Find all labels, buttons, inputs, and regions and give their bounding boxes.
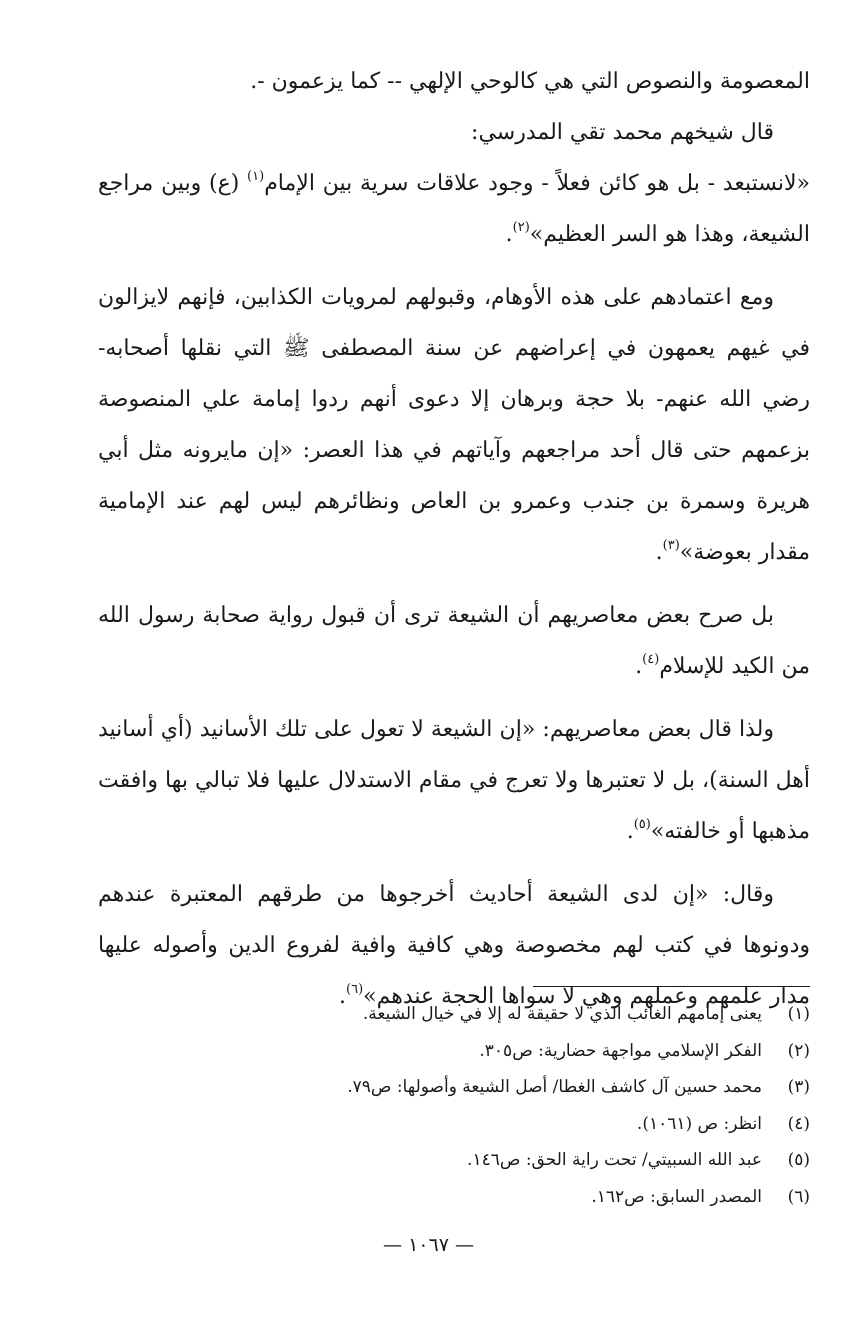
paragraph-2 — [98, 107, 810, 158]
paragraph-1 — [98, 56, 810, 107]
footnote-ref-6[interactable]: (٦) — [346, 982, 364, 997]
footnote-ref-3[interactable]: (٣) — [662, 538, 680, 553]
paragraph-3 — [98, 158, 810, 260]
paragraph-2-text: قال شيخهم محمد تقي المدرسي: — [471, 120, 774, 145]
paragraph-7-text: وقال: «إن لدى الشيعة أحاديث أخرجوها من طرقهم المعتبرة عندهم ودونوها في كتب لهم مخصوصة وهي كافية وافية لفروع الدين وأصوله عليها مدار علمهم وعملهم وهي لا سواها الحجة عندهم» — [98, 882, 810, 1009]
body-text — [98, 56, 810, 1022]
footnote-text: المصدر السابق: ص١٦٢. — [591, 1186, 762, 1207]
footnote-ref-2[interactable]: (٢) — [512, 220, 530, 235]
footnote-number: (٦) — [787, 1186, 810, 1207]
footnote-number: (٤) — [787, 1113, 810, 1134]
footnote-6 — [98, 1179, 810, 1216]
footnote-4 — [98, 1106, 810, 1143]
footnote-number: (٢) — [787, 1040, 810, 1061]
footnote-5 — [98, 1142, 810, 1179]
paragraph-6 — [98, 704, 810, 857]
footnote-number: (١) — [787, 1004, 810, 1024]
footnote-ref-1[interactable]: (١) — [247, 169, 265, 184]
paragraph-3-text-b: (ع) وبين مراجع الشيعة، وهذا هو السر العظيم» — [98, 171, 810, 247]
paragraph-5-end: . — [635, 654, 643, 679]
paragraph-4-end: . — [655, 540, 663, 565]
footnote-ref-5[interactable]: (٥) — [633, 817, 651, 832]
footnote-2 — [98, 1033, 810, 1070]
paragraph-6-end: . — [626, 819, 634, 844]
footnote-number: (٥) — [787, 1150, 810, 1170]
page-number: — ١٠٦٧ — — [383, 1234, 474, 1256]
footnote-text: يعنى إمامهم الغائب الذي لا حقيقة له إلا في خيال الشيعة. — [362, 1004, 762, 1024]
paragraph-3-text-a: «لانستبعد - بل هو كائن فعلاً - وجود علاقات سرية بين الإمام — [264, 171, 810, 196]
paragraph-4-text: ومع اعتمادهم على هذه الأوهام، وقبولهم لمرويات الكذابين، فإنهم لايزالون في غيهم يعمهون في إعراضهم عن سنة المصطفى ﷺ التي نقلها أصحابه- رضي الله عنهم- بلا حجة وبرهان إلا دعوى أنهم ردوا إمامة علي المنصوصة بزعمهم حتى قال أحد مراجعهم وآياتهم في هذا العصر: «إن مايرونه مثل أبي هريرة وسمرة بن جندب وعمرو بن العاص ونظائرهم ليس لهم عند الإمامية مقدار بعوضة» — [98, 285, 810, 565]
footnote-1 — [98, 996, 810, 1033]
footnote-ref-4[interactable]: (٤) — [642, 652, 660, 667]
footnotes — [98, 996, 810, 1215]
paragraph-3-end: . — [505, 222, 513, 247]
paragraph-5-text: بل صرح بعض معاصريهم أن الشيعة ترى أن قبول رواية صحابة رسول الله من الكيد للإسلام — [98, 603, 810, 679]
footnote-3 — [98, 1069, 810, 1106]
footnote-text: انظر: ص (١٠٦١). — [636, 1113, 762, 1134]
footnote-number: (٣) — [787, 1077, 810, 1097]
paragraph-7-end: . — [339, 984, 347, 1009]
footnote-text: عبد الله السبيتي/ تحت راية الحق: ص١٤٦. — [467, 1150, 762, 1170]
paragraph-5 — [98, 590, 810, 692]
footnote-text: محمد حسين آل كاشف الغطا/ أصل الشيعة وأصولها: ص٧٩. — [347, 1077, 762, 1097]
footnote-text: الفكر الإسلامي مواجهة حضارية: ص٣٠٥. — [479, 1040, 762, 1061]
paragraph-4 — [98, 272, 810, 578]
footnote-divider — [533, 986, 810, 987]
paragraph-6-text: ولذا قال بعض معاصريهم: «إن الشيعة لا تعول على تلك الأسانيد (أي أسانيد أهل السنة)، بل لا تعتبرها ولا تعرج في مقام الاستدلال عليها فلا تبالي بها وافقت مذهبها أو خالفته» — [98, 717, 810, 844]
paragraph-1-text: المعصومة والنصوص التي هي كالوحي الإلهي -- كما يزعمون -. — [250, 69, 810, 94]
